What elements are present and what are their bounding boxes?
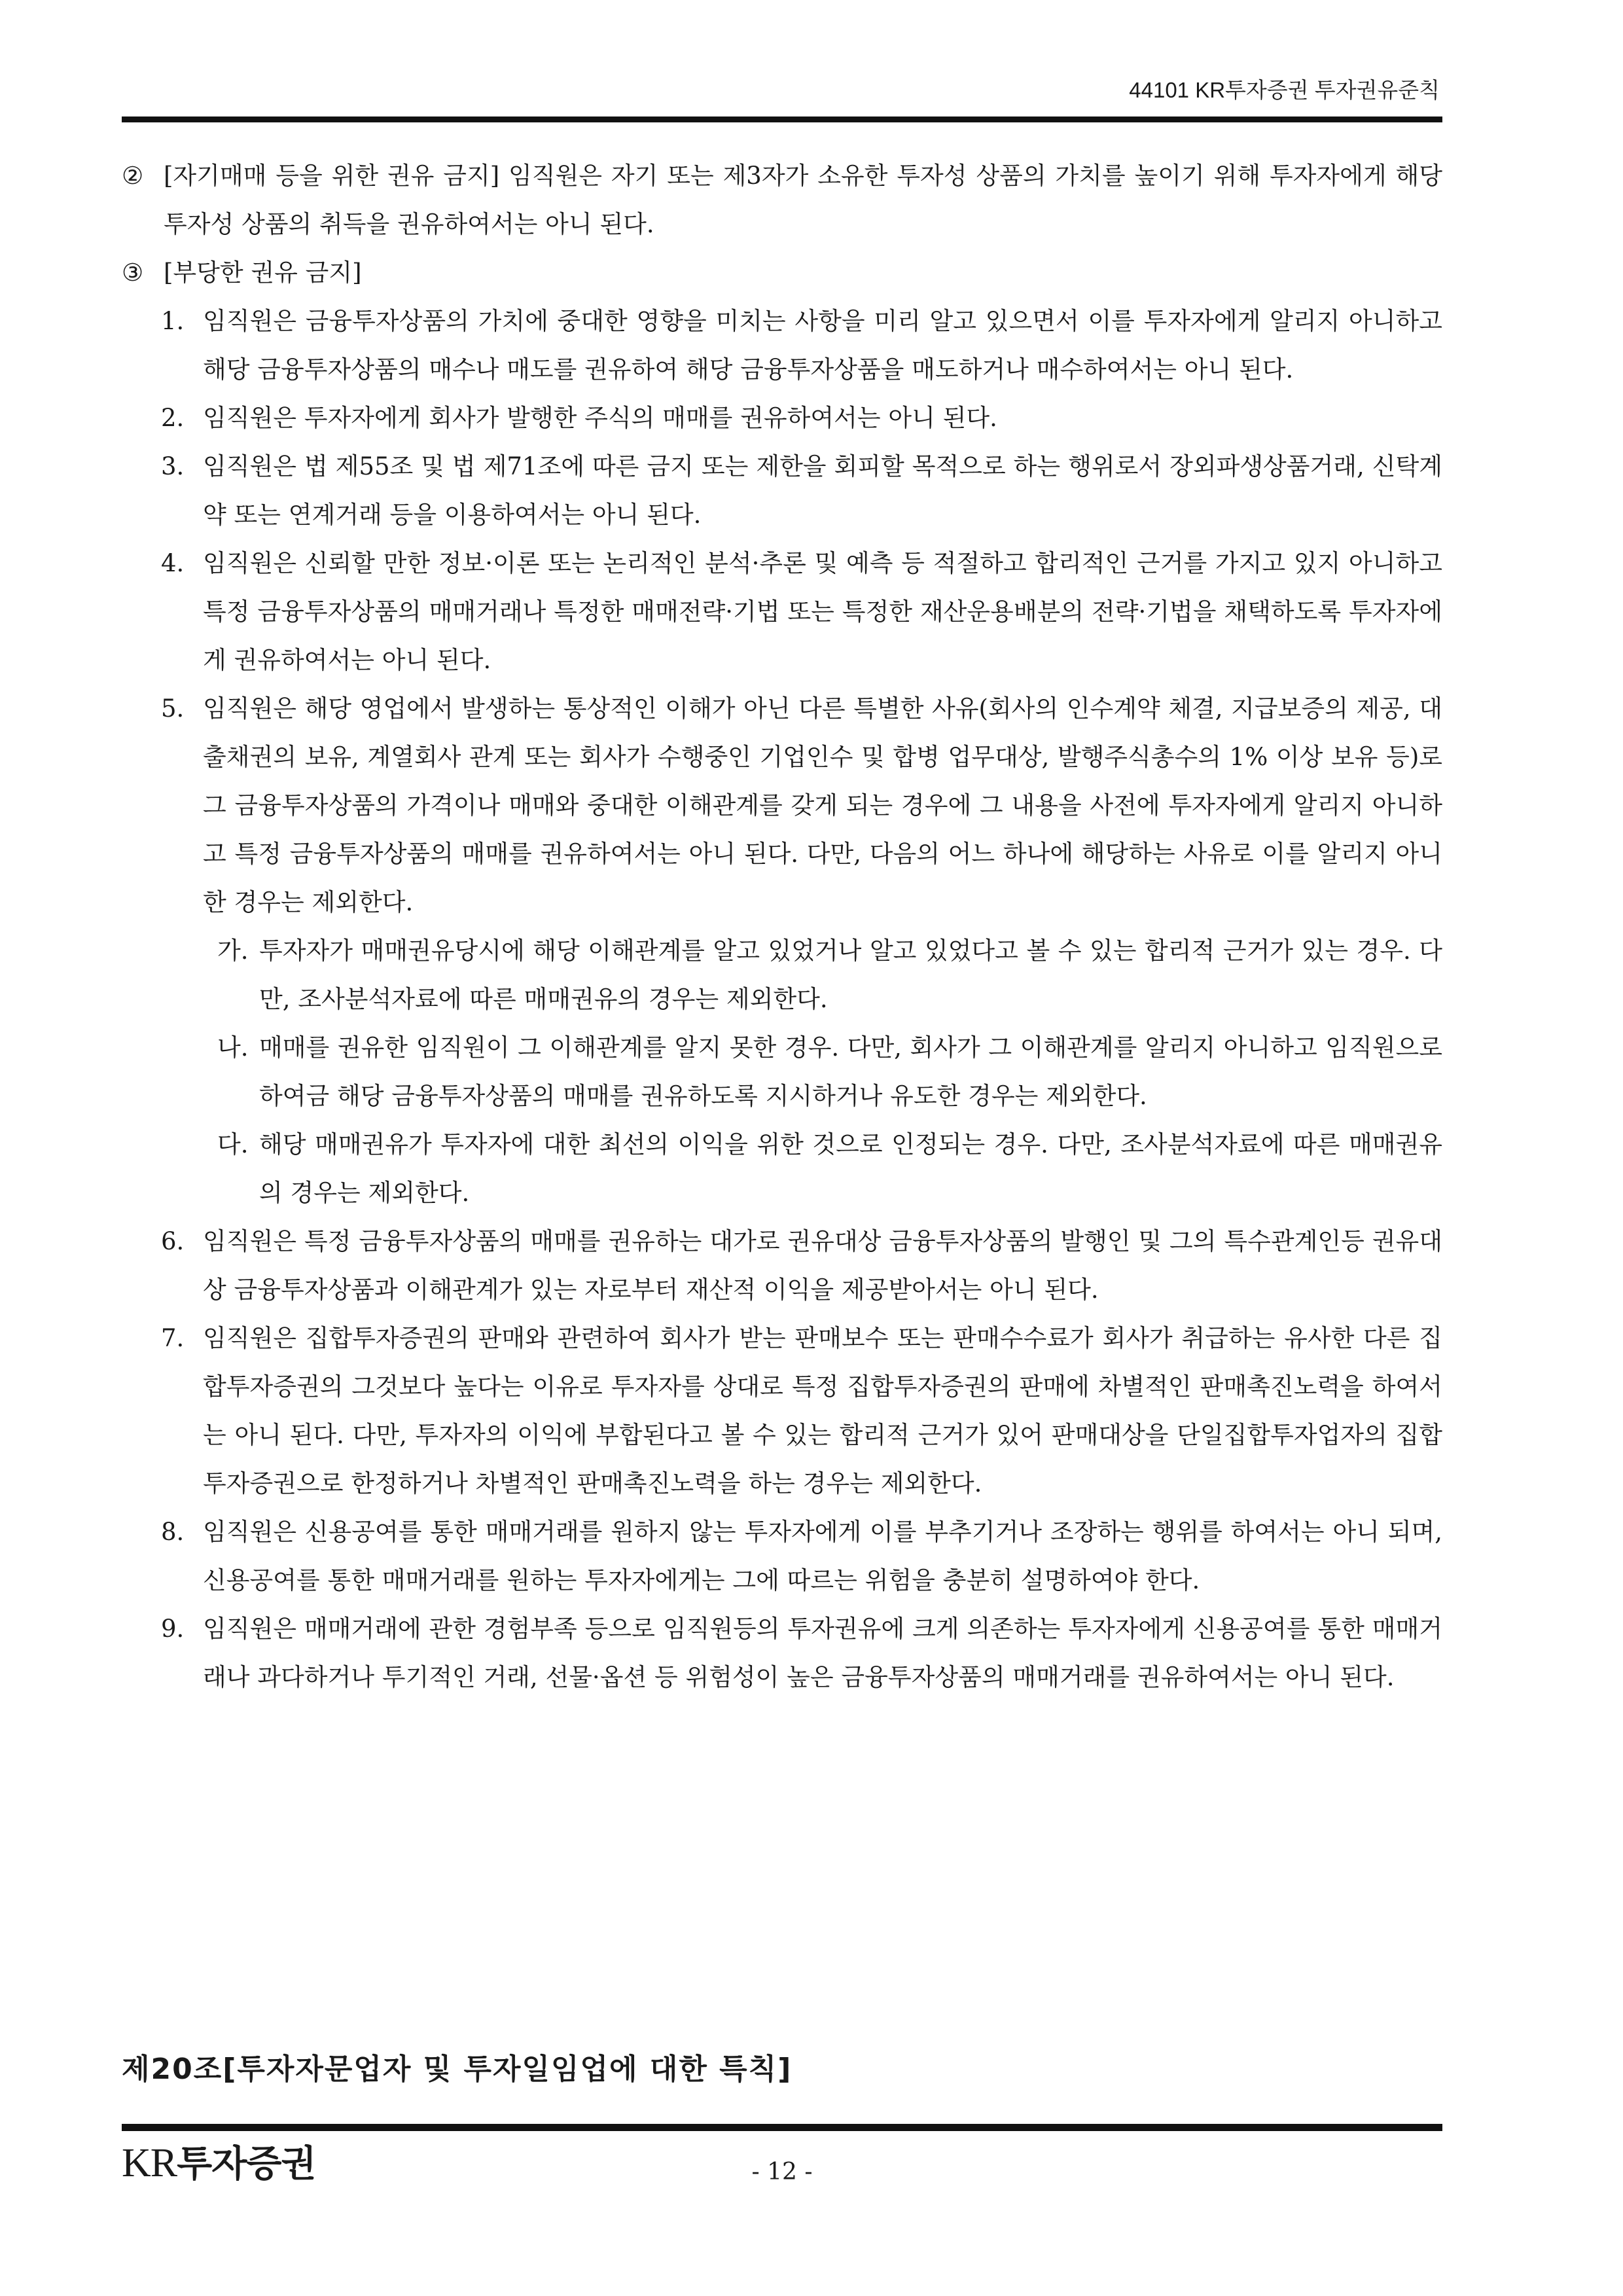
clause-number: ② [122,162,144,190]
item-8 [122,1508,1442,1605]
item-6 [122,1217,1442,1314]
clause-3 [122,249,1442,297]
document-body [122,152,1442,1702]
item-5 [122,685,1442,927]
item-text: 임직원은 금융투자상품의 가치에 중대한 영향을 미치는 사항을 미리 알고 있으면서 이를 투자자에게 알리지 아니하고 해당 금융투자상품의 매수나 매도를 권유하여 해당 금융투자상품을 매도하거나 매수하여서는 아니 된다. [203,307,1442,384]
logo-name: 투자증권 [177,2143,316,2185]
item-text: 임직원은 특정 금융투자상품의 매매를 권유하는 대가로 권유대상 금융투자상품의 발행인 및 그의 특수관계인등 권유대상 금융투자상품과 이해관계가 있는 자로부터 재산적 이익을 제공받아서는 아니 된다. [203,1227,1442,1304]
item-text: 임직원은 신뢰할 만한 정보·이론 또는 논리적인 분석·추론 및 예측 등 적절하고 합리적인 근거를 가지고 있지 아니하고 특정 금융투자상품의 매매거래나 특정한 매매전략·기법 또는 특정한 재산운용배분의 전략·기법을 채택하도록 투자자에게 권유하여서는 아니 된다. [203,549,1442,674]
header-rule [122,117,1442,122]
clause-number: ③ [122,259,144,287]
sub-item-text: 매매를 권유한 임직원이 그 이해관계를 알지 못한 경우. 다만, 회사가 그 이해관계를 알리지 아니하고 임직원으로 하여금 해당 금융투자상품의 매매를 권유하도록 지시하거나 유도한 경우는 제외한다. [259,1033,1442,1110]
clause-2 [122,152,1442,249]
item-number: 1. [161,307,185,335]
sub-item-text: 투자자가 매매권유당시에 해당 이해관계를 알고 있었거나 알고 있었다고 볼 수 있는 합리적 근거가 있는 경우. 다만, 조사분석자료에 따른 매매권유의 경우는 제외한다. [259,937,1442,1013]
footer-rule [122,2124,1442,2131]
item-4 [122,539,1442,685]
item-number: 2. [161,404,185,432]
sub-item-number: 가. [217,937,249,965]
item-number: 8. [161,1518,185,1546]
sub-item-text: 해당 매매권유가 투자자에 대한 최선의 이익을 위한 것으로 인정되는 경우. 다만, 조사분석자료에 따른 매매권유의 경우는 제외한다. [259,1130,1442,1207]
item-9 [122,1605,1442,1702]
item-number: 4. [161,549,185,577]
sub-item-ga [122,927,1442,1024]
item-text: 임직원은 집합투자증권의 판매와 관련하여 회사가 받는 판매보수 또는 판매수수료가 회사가 취급하는 유사한 다른 집합투자증권의 그것보다 높다는 이유로 투자자를 상대로 특정 집합투자증권의 판매에 차별적인 판매촉진노력을 하여서는 아니 된다. 다만, 투자자의 이익에 부합된다고 볼 수 있는 합리적 근거가 있어 판매대상을 단일집합투자업자의 집합투자증권으로 한정하거나 차별적인 판매촉진노력을 하는 경우는 제외한다. [203,1324,1442,1498]
item-text: 임직원은 신용공여를 통한 매매거래를 원하지 않는 투자자에게 이를 부추기거나 조장하는 행위를 하여서는 아니 되며, 신용공여를 통한 매매거래를 원하는 투자자에게는 그에 따르는 위험을 충분히 설명하여야 한다. [203,1518,1442,1594]
item-2 [122,394,1442,442]
document-header-title: 44101 KR투자증권 투자권유준칙 [1129,78,1440,102]
clause-text: [부당한 권유 금지] [164,259,362,287]
item-number: 3. [161,452,185,480]
item-1 [122,297,1442,394]
clause-text: [자기매매 등을 위한 권유 금지] 임직원은 자기 또는 제3자가 소유한 투자성 상품의 가치를 높이기 위해 투자자에게 해당 투자성 상품의 취득을 권유하여서는 아니 된다. [164,162,1442,238]
sub-item-number: 나. [217,1033,249,1062]
logo-kr: KR [122,2141,177,2185]
item-text: 임직원은 투자자에게 회사가 발행한 주식의 매매를 권유하여서는 아니 된다. [203,404,997,432]
item-text: 임직원은 해당 영업에서 발생하는 통상적인 이해가 아닌 다른 특별한 사유(회사의 인수계약 체결, 지급보증의 제공, 대출채권의 보유, 계열회사 관계 또는 회사가 수행중인 기업인수 및 합병 업무대상, 발행주식총수의 1% 이상 보유 등)로 그 금융투자상품의 가격이나 매매와 중대한 이해관계를 갖게 되는 경우에 그 내용을 사전에 투자자에게 알리지 아니하고 특정 금융투자상품의 매매를 권유하여서는 아니 된다. 다만, 다음의 어느 하나에 해당하는 사유로 이를 알리지 아니한 경우는 제외한다. [203,694,1442,916]
item-text: 임직원은 법 제55조 및 법 제71조에 따른 금지 또는 제한을 회피할 목적으로 하는 행위로서 장외파생상품거래, 신탁계약 또는 연계거래 등을 이용하여서는 아니 된다. [203,452,1442,529]
item-3 [122,442,1442,539]
item-number: 6. [161,1227,185,1255]
sub-item-da [122,1121,1442,1217]
item-number: 9. [161,1615,185,1643]
item-number: 5. [161,694,185,723]
page-number: - 12 - [751,2159,813,2185]
sub-item-na [122,1024,1442,1121]
item-7 [122,1314,1442,1508]
item-number: 7. [161,1324,185,1352]
article-heading: 제20조[투자자문업자 및 투자일임업에 대한 특칙] [122,2053,793,2086]
sub-item-number: 다. [217,1130,249,1158]
item-text: 임직원은 매매거래에 관한 경험부족 등으로 임직원등의 투자권유에 크게 의존하는 투자자에게 신용공여를 통한 매매거래나 과다하거나 투기적인 거래, 선물·옵션 등 위험성이 높은 금융투자상품의 매매거래를 권유하여서는 아니 된다. [203,1615,1442,1691]
